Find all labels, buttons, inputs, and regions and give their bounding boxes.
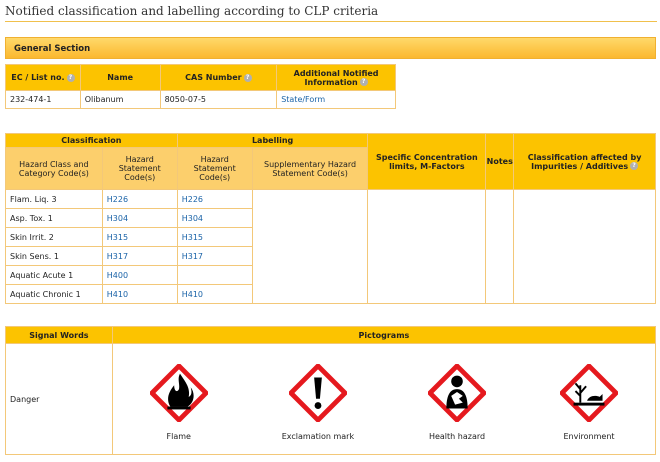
col-name bbox=[80, 65, 160, 91]
hazard-code-link[interactable]: H304 bbox=[177, 209, 252, 228]
page-title: Notified classification and labelling according to CLP criteria bbox=[5, 4, 379, 18]
general-table bbox=[5, 64, 396, 109]
col-cas-label: CAS Number bbox=[185, 73, 242, 82]
supplementary-cell bbox=[252, 190, 368, 304]
col-name-label: Name bbox=[107, 73, 134, 82]
flame-icon bbox=[150, 364, 208, 422]
col-additional-label: Additional Notified Information bbox=[293, 68, 379, 87]
hazard-code-link[interactable]: H226 bbox=[177, 190, 252, 209]
environment-icon bbox=[560, 364, 618, 422]
general-section-title: General Section bbox=[14, 44, 91, 54]
col-cas bbox=[160, 65, 277, 91]
hazard-class-header: Hazard Class and Category Code(s) bbox=[6, 148, 103, 190]
hazard-class: Asp. Tox. 1 bbox=[6, 209, 103, 228]
table-row bbox=[6, 91, 396, 109]
supplementary-header: Supplementary Hazard Statement Code(s) bbox=[252, 148, 368, 190]
info-icon[interactable]: ? bbox=[630, 162, 638, 170]
hazard-class: Skin Sens. 1 bbox=[6, 247, 103, 266]
hazard-code-link[interactable]: H410 bbox=[102, 285, 177, 304]
title-divider bbox=[5, 21, 657, 22]
pictogram-exclamation bbox=[282, 364, 354, 441]
ec-value: 232-474-1 bbox=[6, 91, 81, 109]
specific-conc-header: Specific Concentration limits, M-Factors bbox=[368, 134, 486, 190]
cas-value: 8050-07-5 bbox=[160, 91, 277, 109]
exclamation-mark-icon bbox=[289, 364, 347, 422]
info-icon[interactable]: ? bbox=[244, 74, 252, 82]
labelling-header: Labelling bbox=[177, 134, 368, 148]
pictogram-flame bbox=[150, 364, 208, 441]
hazard-statement-label-header: Hazard Statement Code(s) bbox=[177, 148, 252, 190]
hazard-code-link[interactable]: H317 bbox=[177, 247, 252, 266]
hazard-code-link[interactable]: H226 bbox=[102, 190, 177, 209]
notes-header: Notes bbox=[486, 134, 514, 190]
hazard-code-link[interactable]: H410 bbox=[177, 285, 252, 304]
affected-cell bbox=[514, 190, 656, 304]
hazard-code-link[interactable]: H304 bbox=[102, 209, 177, 228]
name-value: Olibanum bbox=[80, 91, 160, 109]
info-icon[interactable]: ? bbox=[360, 78, 368, 86]
col-ec bbox=[6, 65, 81, 91]
pictogram-label: Health hazard bbox=[428, 431, 486, 441]
affected-header-label: Classification affected by Impurities / Additives bbox=[527, 152, 642, 171]
health-hazard-icon bbox=[428, 364, 486, 422]
signal-pictogram-table bbox=[5, 326, 656, 455]
info-icon[interactable]: ? bbox=[67, 74, 75, 82]
hazard-class: Aquatic Chronic 1 bbox=[6, 285, 103, 304]
hazard-code-link[interactable] bbox=[177, 266, 252, 285]
classification-header: Classification bbox=[6, 134, 178, 148]
col-ec-label: EC / List no. bbox=[11, 73, 65, 82]
pictogram-environment bbox=[560, 364, 618, 441]
pictogram-label: Flame bbox=[166, 431, 191, 441]
affected-header bbox=[514, 134, 656, 190]
hazard-code-link[interactable]: H317 bbox=[102, 247, 177, 266]
hazard-statement-class-header: Hazard Statement Code(s) bbox=[102, 148, 177, 190]
hazard-code-link[interactable]: H315 bbox=[102, 228, 177, 247]
pictograms-cell bbox=[112, 344, 655, 455]
signal-word: Danger bbox=[6, 344, 113, 455]
pictogram-health bbox=[428, 364, 486, 441]
classification-table bbox=[5, 133, 656, 304]
pictograms-header: Pictograms bbox=[112, 327, 655, 344]
state-form-link[interactable]: State/Form bbox=[277, 91, 396, 109]
hazard-code-link[interactable]: H400 bbox=[102, 266, 177, 285]
pictogram-label: Environment bbox=[563, 431, 615, 441]
hazard-class: Aquatic Acute 1 bbox=[6, 266, 103, 285]
table-row bbox=[6, 190, 656, 209]
hazard-class: Skin Irrit. 2 bbox=[6, 228, 103, 247]
hazard-code-link[interactable]: H315 bbox=[177, 228, 252, 247]
pictogram-label: Exclamation mark bbox=[281, 431, 355, 441]
general-section-header bbox=[5, 37, 656, 59]
signal-words-header: Signal Words bbox=[6, 327, 113, 344]
specific-conc-cell bbox=[368, 190, 486, 304]
notes-cell bbox=[486, 190, 514, 304]
hazard-class: Flam. Liq. 3 bbox=[6, 190, 103, 209]
col-additional bbox=[277, 65, 396, 91]
